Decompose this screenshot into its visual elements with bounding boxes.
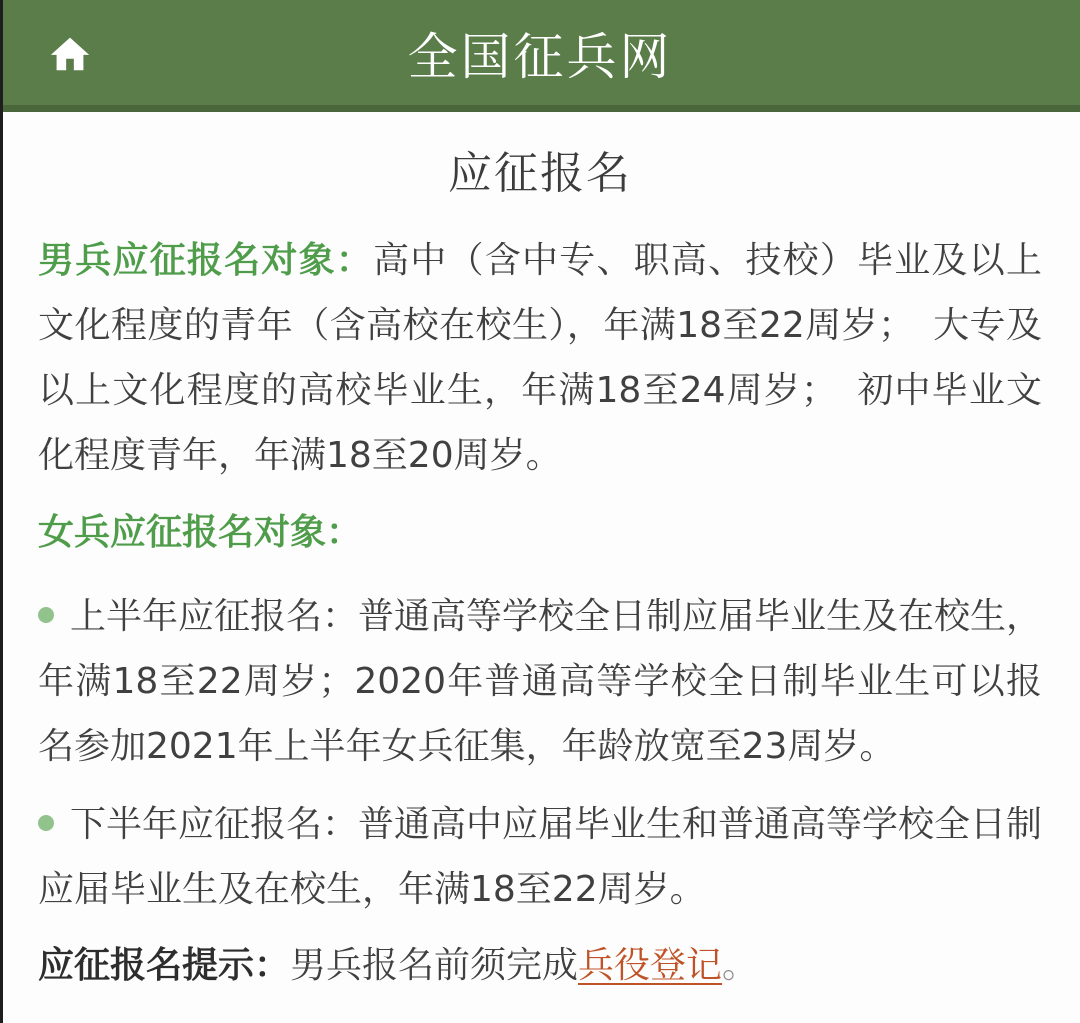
screen-left-edge xyxy=(0,0,3,1023)
tip-text: 男兵报名前须完成 xyxy=(290,945,579,986)
site-title: 全国征兵网 xyxy=(407,27,673,86)
female-second-half-item xyxy=(38,792,1042,922)
home-icon[interactable] xyxy=(46,30,94,78)
female-first-half-text: 上半年应征报名：普通高等学校全日制应届毕业生及在校生，年满18至22周岁；2020年普通高等学校全日制毕业生可以报名参加2021年上半年女兵征集，年龄放宽至23周岁。 xyxy=(38,596,1043,767)
male-eligibility-label: 男兵应征报名对象： xyxy=(38,240,374,281)
female-eligibility-heading xyxy=(38,500,1042,565)
female-second-half-text: 下半年应征报名：普通高中应届毕业生和普通高等学校全日制应届毕业生及在校生，年满18至22周岁。 xyxy=(38,804,1043,910)
military-service-registration-link[interactable]: 兵役登记 xyxy=(578,945,723,986)
content-area xyxy=(0,112,1080,998)
app-header xyxy=(0,0,1080,112)
bullet-dot-icon xyxy=(38,607,54,623)
bullet-dot-icon xyxy=(38,815,54,831)
female-eligibility-label: 女兵应征报名对象： xyxy=(38,512,363,553)
tip-label: 应征报名提示： xyxy=(38,945,291,986)
tip-suffix: 。 xyxy=(722,945,759,986)
male-eligibility-text: 高中（含中专、职高、技校）毕业及以上文化程度的青年（含高校在校生），年满18至22周岁； 大专及以上文化程度的高校毕业生，年满18至24周岁； 初中毕业文化程度青年，年满18至20周岁。 xyxy=(38,240,1042,476)
male-eligibility-paragraph xyxy=(38,228,1042,488)
female-first-half-item xyxy=(38,584,1042,779)
page-title: 应征报名 xyxy=(448,148,632,199)
registration-tip xyxy=(38,933,1042,998)
